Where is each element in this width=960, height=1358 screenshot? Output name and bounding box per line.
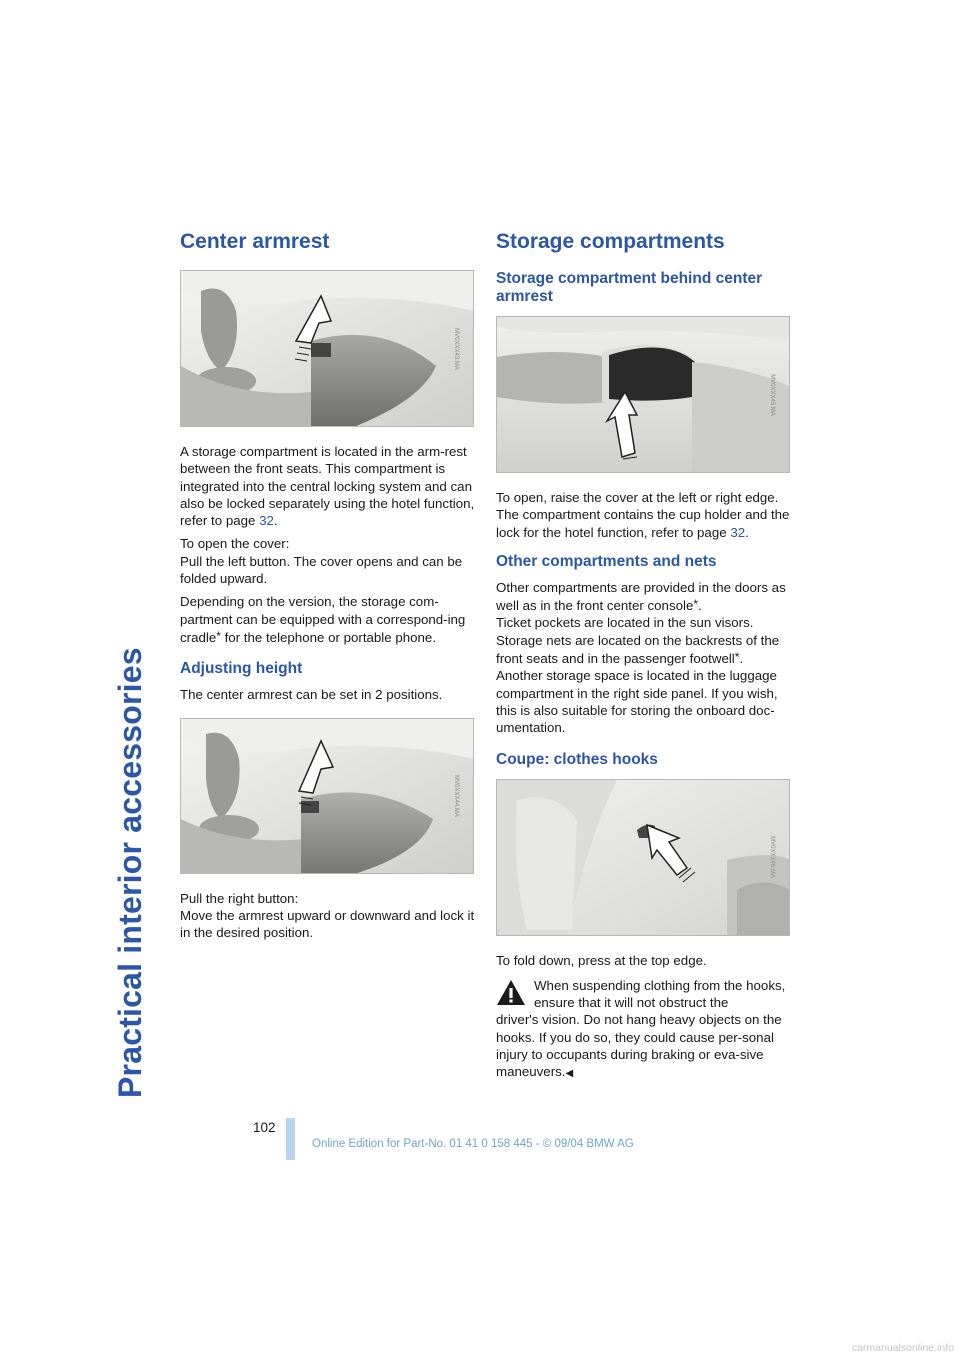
- text: To open, raise the cover at the left or right edge. The compartment contains the cup holder and the lock for the hotel function, refer to page: [496, 490, 790, 540]
- optional-star-icon: *: [216, 628, 221, 643]
- figure-code: MV0XXX44.MA: [453, 774, 460, 817]
- text: To open the cover:: [180, 536, 290, 552]
- paragraph: [180, 686, 476, 703]
- page-number: 102: [253, 1120, 276, 1135]
- text: Move the armrest upward or downward and lock it in the desired position.: [180, 907, 475, 941]
- section-side-title: Practical interior accessories: [112, 647, 148, 1098]
- end-mark-icon: ◀: [565, 1068, 574, 1080]
- footer-edition: Online Edition for Part-No. 01 41 0 158 445 - © 09/04 BMW AG: [312, 1138, 634, 1150]
- paragraph: [496, 614, 792, 631]
- paragraph: [180, 535, 476, 552]
- text: Other compartments are provided in the doors as well as in the front center console: [496, 579, 786, 614]
- text: Another storage space is located in the luggage compartment in the right side panel. If you wish, this is also suitable for storing the onboard doc-umentation.: [496, 668, 778, 736]
- figure-storage-behind-armrest: [496, 316, 790, 473]
- warning-text: [496, 1011, 792, 1082]
- optional-star-icon: *: [734, 650, 740, 665]
- figure-code: MV0XXX43.MA: [453, 327, 460, 370]
- footer-bar: [286, 1118, 295, 1160]
- heading-clothes-hooks: Coupe: clothes hooks: [496, 750, 658, 768]
- optional-star-icon: *: [693, 597, 699, 612]
- page-link[interactable]: 32: [259, 513, 274, 529]
- warning-note: [496, 977, 792, 1083]
- right-column: [496, 228, 792, 1089]
- text: for the telephone or portable phone.: [220, 629, 437, 645]
- text: driver's vision. Do not hang heavy objects on the hooks. If you do so, they could cause per-sonal injury to occupants during braking or eva-sive maneuvers.: [496, 1012, 782, 1080]
- text: .: [698, 598, 702, 614]
- watermark: carmanualsonline.info: [851, 1342, 954, 1354]
- text: The center armrest can be set in 2 positions.: [180, 687, 443, 703]
- heading-storage-compartments: Storage compartments: [496, 230, 725, 253]
- text: Storage nets are located on the backrests of the front seats and in the passenger footwell: [496, 632, 780, 667]
- text: Pull the right button:: [180, 890, 299, 906]
- text: .: [745, 524, 749, 540]
- paragraph: [496, 579, 792, 615]
- paragraph: [496, 667, 792, 736]
- figure-armrest-height: [180, 718, 474, 874]
- figure-code: MV0XXX46.MA: [769, 836, 776, 878]
- paragraph: [496, 489, 792, 541]
- paragraph: [496, 952, 792, 969]
- paragraph: [180, 443, 476, 529]
- figure-code: MV0XXX45.MA: [769, 373, 776, 416]
- text: Pull the left button. The cover opens and can be folded upward.: [180, 553, 463, 587]
- warning-text: [534, 977, 792, 1012]
- page-link[interactable]: 32: [730, 524, 746, 540]
- text: Depending on the version, the storage com-partment can be equipped with a correspond-ing cradle: [180, 594, 466, 645]
- text: Ticket pockets are located in the sun visors.: [496, 615, 754, 631]
- figure-clothes-hook: [496, 779, 790, 936]
- text: When suspending clothing from the hooks, ensure that it will not obstruct the: [534, 977, 786, 1011]
- text: .: [739, 651, 744, 667]
- paragraph: [180, 553, 476, 588]
- warning-triangle-icon: [496, 979, 526, 1006]
- heading-other-compartments: Other compartments and nets: [496, 552, 717, 570]
- heading-adjusting-height: Adjusting height: [180, 660, 303, 678]
- text: To fold down, press at the top edge.: [496, 952, 707, 968]
- paragraph: [496, 632, 792, 668]
- figure-armrest-open: [180, 270, 474, 427]
- heading-center-armrest: Center armrest: [180, 230, 330, 253]
- heading-behind-armrest: Storage compartment behind center armrest: [496, 270, 763, 305]
- paragraph: [180, 593, 476, 646]
- text: A storage compartment is located in the arm-rest between the front seats. This compartment is integrated into the central locking system and can also be locked separately using the hotel function, refer to page: [180, 444, 475, 529]
- left-column: [180, 228, 476, 947]
- text: .: [273, 513, 278, 529]
- paragraph: [180, 890, 476, 942]
